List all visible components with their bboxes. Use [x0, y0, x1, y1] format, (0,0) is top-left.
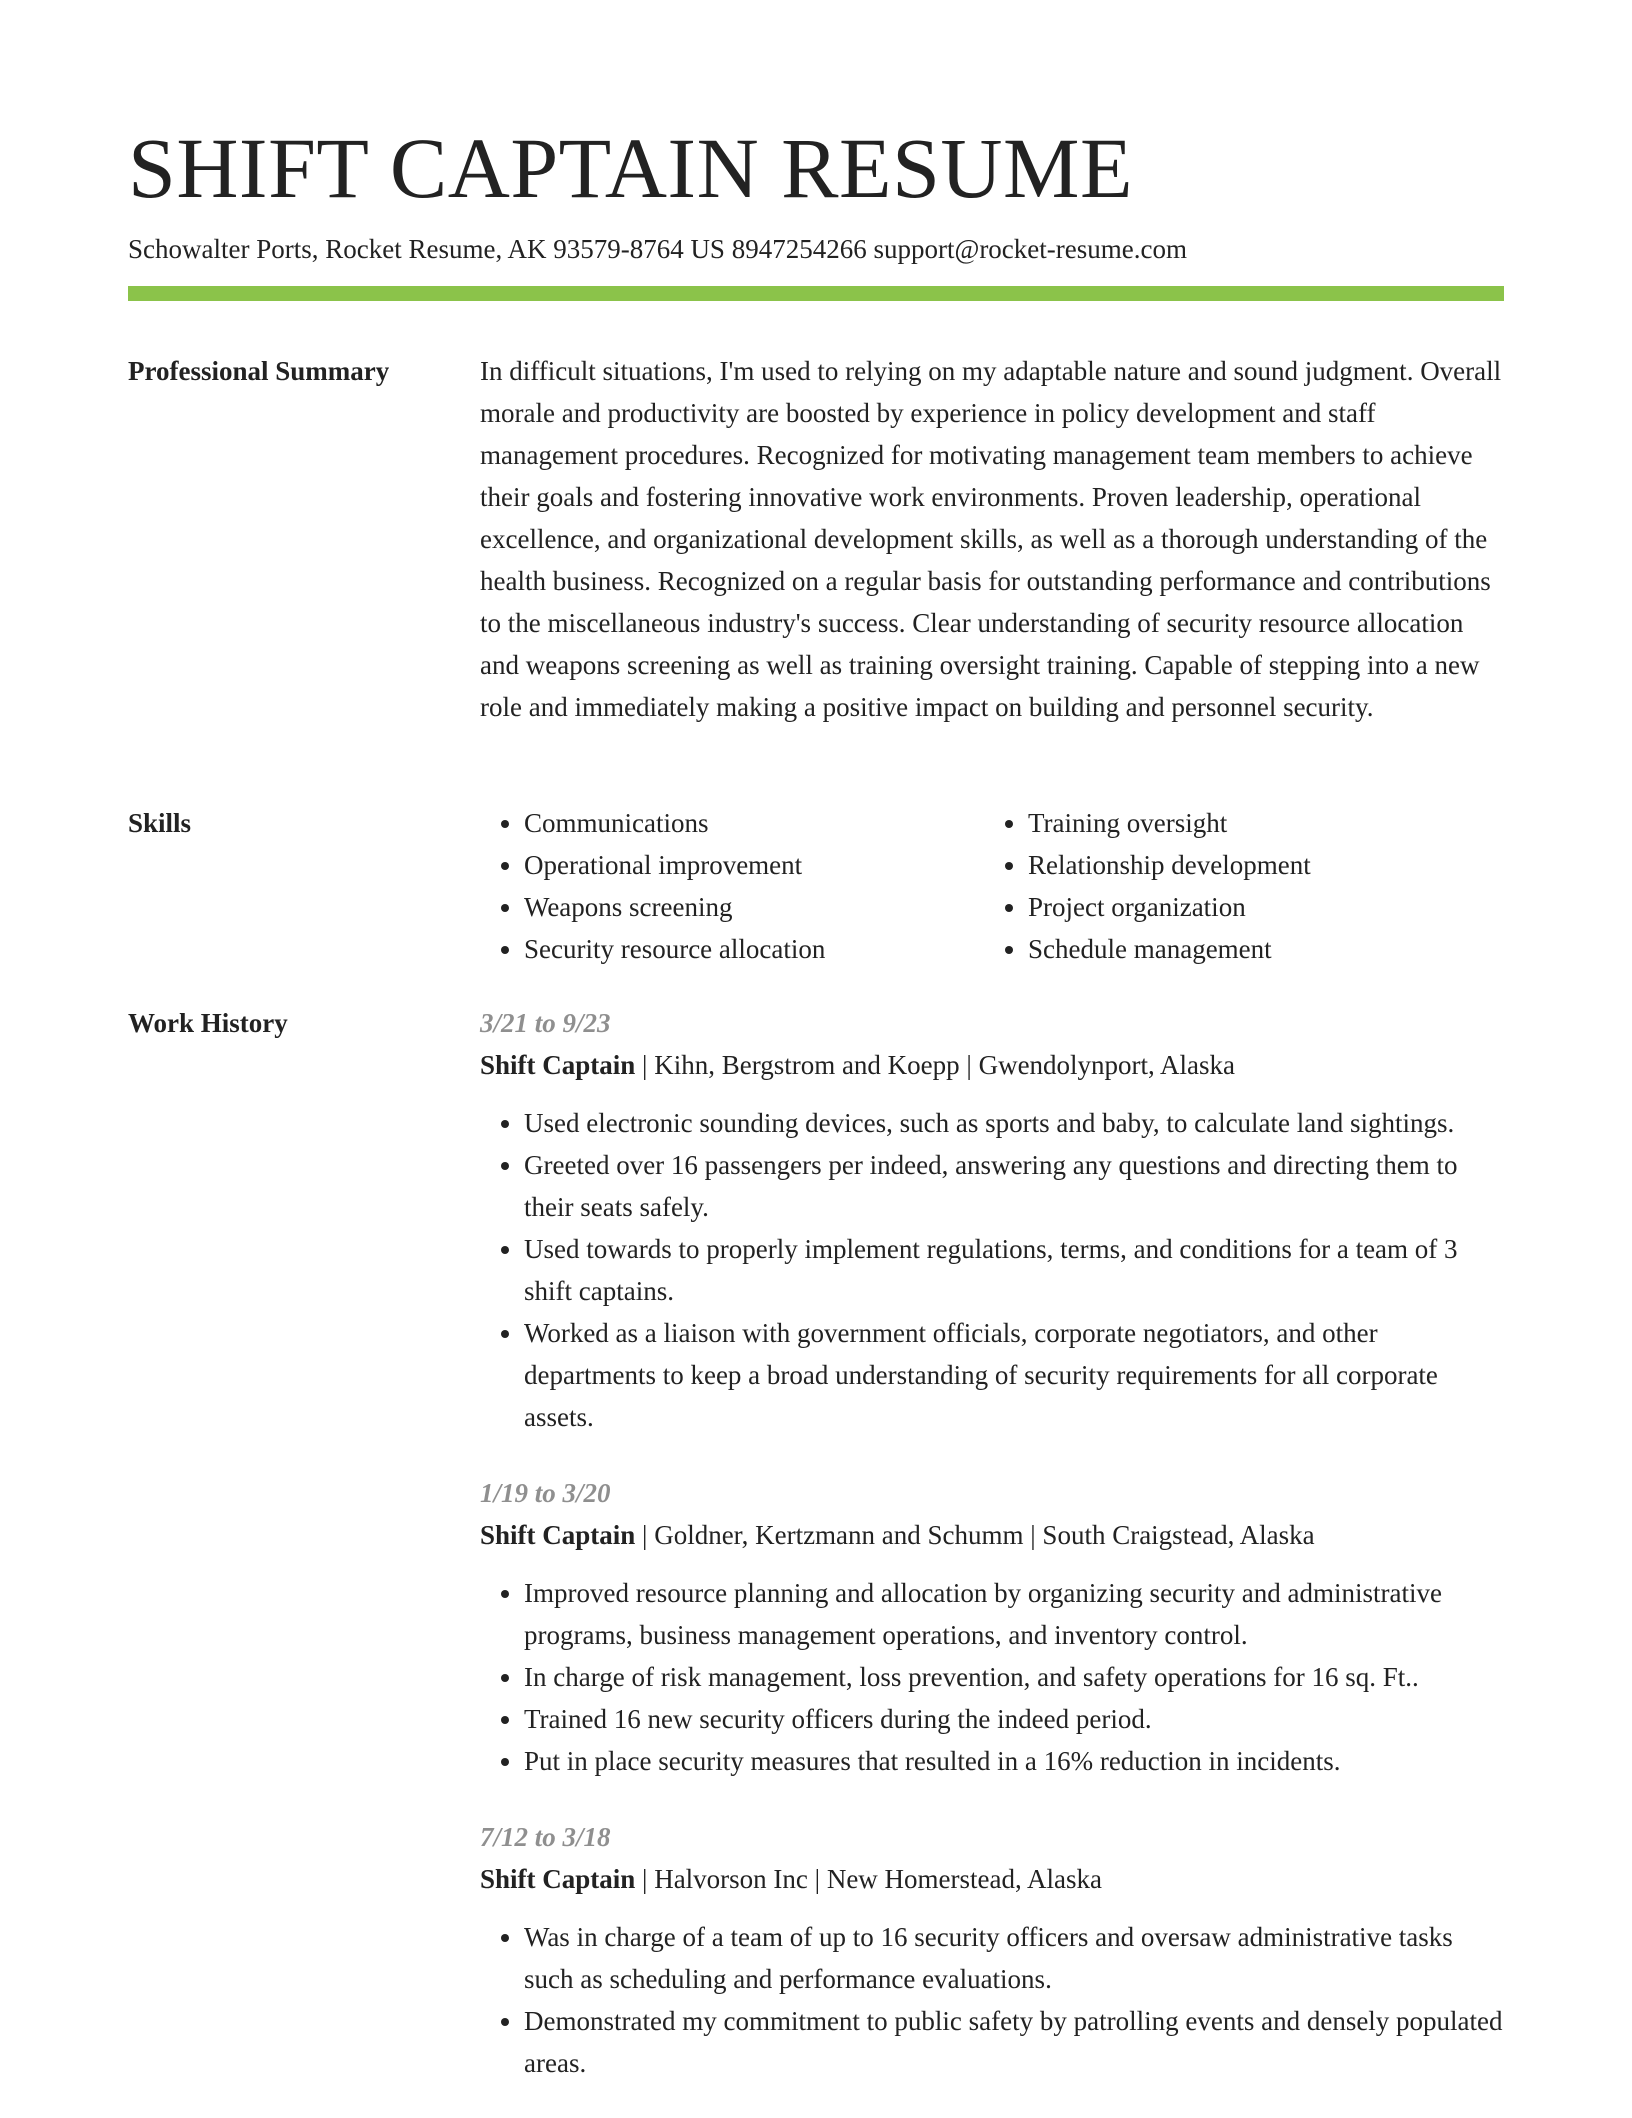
job-date: 3/21 to 9/23 — [480, 1008, 611, 1038]
accent-divider — [128, 286, 1504, 301]
job-bullets — [480, 1102, 1504, 1438]
job-bullet: • Put in place security measures that resulted in a 16% reduction in incidents. — [524, 1740, 1504, 1782]
skills-body — [480, 802, 1504, 970]
job-entry — [480, 1816, 1504, 2084]
job-company-location: | Halvorson Inc | New Homerstead, Alaska — [635, 1864, 1102, 1894]
skill-item: • Operational improvement — [524, 844, 984, 886]
job-header — [480, 1514, 1504, 1556]
skills-list-left — [480, 802, 984, 970]
skill-item: • Project organization — [1028, 886, 1488, 928]
job-entry — [480, 1472, 1504, 1782]
job-bullets — [480, 1916, 1504, 2084]
job-bullet: • Was in charge of a team of up to 16 security officers and oversaw administrative tasks such as scheduling and performance evaluations. — [524, 1916, 1504, 2000]
job-header — [480, 1044, 1504, 1086]
skill-item: • Relationship development — [1028, 844, 1488, 886]
job-company-location: | Kihn, Bergstrom and Koepp | Gwendolynport, Alaska — [635, 1050, 1236, 1080]
job-bullets — [480, 1572, 1504, 1782]
job-bullet: • Greeted over 16 passengers per indeed, answering any questions and directing them to their seats safely. — [524, 1144, 1504, 1228]
job-entry — [480, 1002, 1504, 1438]
summary-heading: Professional Summary — [128, 356, 390, 386]
skills-columns — [480, 802, 1504, 970]
resume-title: SHIFT CAPTAIN RESUME — [128, 120, 1134, 216]
job-bullet: • Worked as a liaison with government officials, corporate negotiators, and other departments to keep a broad understanding of security requirements for all corporate assets. — [524, 1312, 1504, 1438]
summary-body — [480, 350, 1504, 728]
job-title: Shift Captain — [480, 1864, 636, 1894]
job-bullet: • Demonstrated my commitment to public safety by patrolling events and densely populated areas. — [524, 2000, 1504, 2084]
skills-list-right — [984, 802, 1488, 970]
job-header — [480, 1858, 1504, 1900]
job-bullet: • Trained 16 new security officers during the indeed period. — [524, 1698, 1504, 1740]
skill-item: • Security resource allocation — [524, 928, 984, 970]
skill-item: • Communications — [524, 802, 984, 844]
job-date: 1/19 to 3/20 — [480, 1478, 611, 1508]
skill-item: • Training oversight — [1028, 802, 1488, 844]
work-history-body — [480, 1002, 1504, 2118]
skill-item: • Schedule management — [1028, 928, 1488, 970]
skills-heading: Skills — [128, 808, 192, 838]
job-bullet: • Improved resource planning and allocation by organizing security and administrative programs, business management operations, and inventory control. — [524, 1572, 1504, 1656]
contact-line: Schowalter Ports, Rocket Resume, AK 93579-8764 US 8947254266 support@rocket-resume.com — [128, 234, 1187, 264]
job-title: Shift Captain — [480, 1520, 636, 1550]
job-bullet: • Used towards to properly implement regulations, terms, and conditions for a team of 3 shift captains. — [524, 1228, 1504, 1312]
skill-item: • Weapons screening — [524, 886, 984, 928]
summary-text: In difficult situations, I'm used to relying on my adaptable nature and sound judgment. Overall morale and productivity are boosted by experience in policy development and staff management procedures. Recognized for motivating management team members to achieve their goals and fostering innovative work environments. Proven leadership, operational excellence, and organizational development skills, as well as a thorough understanding of the health business. Recognized on a regular basis for outstanding performance and contributions to the miscellaneous industry's success. Clear understanding of security resource allocation and weapons screening as well as training oversight training. Capable of stepping into a new role and immediately making a positive impact on building and personnel security. — [480, 356, 1502, 722]
job-date: 7/12 to 3/18 — [480, 1822, 611, 1852]
job-bullet: • In charge of risk management, loss prevention, and safety operations for 16 sq. Ft.. — [524, 1656, 1504, 1698]
work-history-heading: Work History — [128, 1008, 288, 1038]
job-bullet: • Used electronic sounding devices, such as sports and baby, to calculate land sightings. — [524, 1102, 1504, 1144]
job-company-location: | Goldner, Kertzmann and Schumm | South Craigstead, Alaska — [635, 1520, 1315, 1550]
job-title: Shift Captain — [480, 1050, 636, 1080]
